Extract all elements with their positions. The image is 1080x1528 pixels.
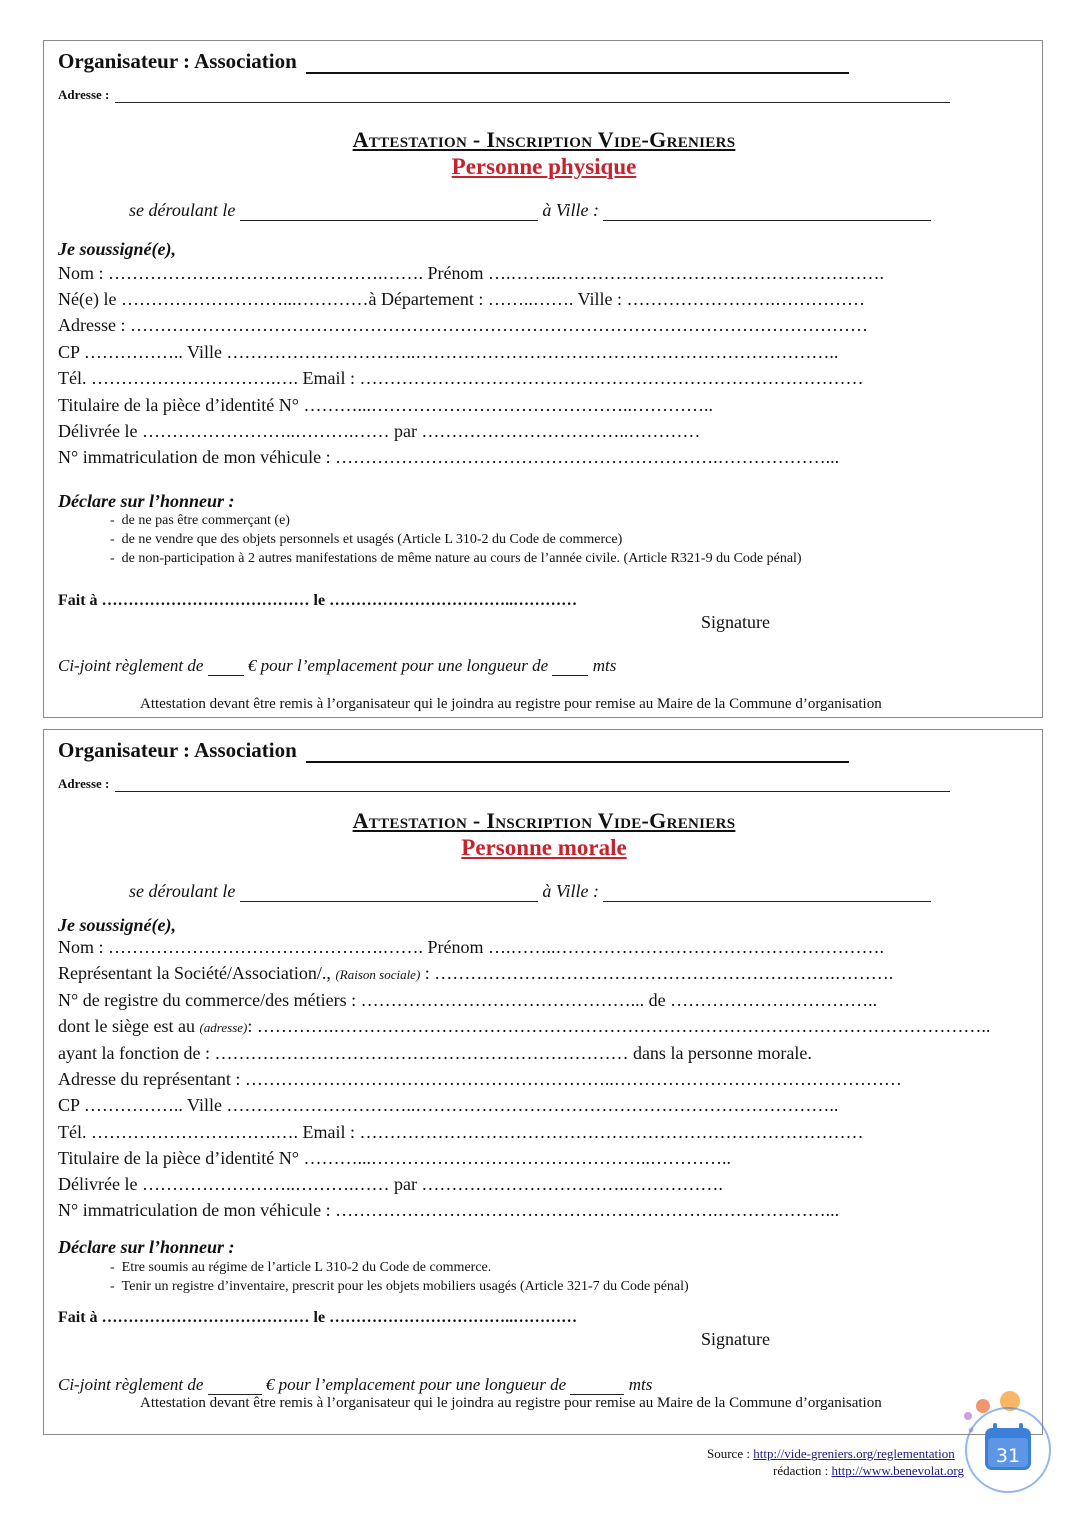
field-cp-ville[interactable]: CP …………….. Ville …………………………..……………………………………………………………..: [58, 1095, 839, 1115]
declare-item: - de ne pas être commerçant (e): [110, 513, 290, 528]
field-adresse-representant[interactable]: Adresse du représentant : ……………………………………………………..…………………………………………: [58, 1069, 902, 1089]
date-blank[interactable]: [240, 901, 538, 902]
raison-sociale-hint: (Raison sociale): [335, 967, 421, 982]
adresse-hint: (adresse): [199, 1020, 248, 1035]
organisateur-label: Organisateur : Association: [58, 49, 297, 73]
date-blank[interactable]: [240, 220, 538, 221]
adresse-line: [58, 87, 950, 103]
association-blank[interactable]: [306, 761, 849, 763]
field-delivree[interactable]: Délivrée le ……………………..……….…… par ……………………………..…………: [58, 421, 701, 441]
field-siege[interactable]: [58, 1016, 990, 1037]
form-subtitle: Personne morale: [461, 835, 627, 860]
reglement-line: [58, 1375, 652, 1395]
deroulant-label: se déroulant le: [129, 881, 236, 901]
field-naissance[interactable]: Né(e) le ………………………...…………à Département : ……..……. Ville : …………………….……………: [58, 289, 865, 309]
montant-blank[interactable]: [208, 675, 244, 676]
source-link[interactable]: http://vide-greniers.org/reglementation: [753, 1446, 955, 1461]
signature-label: Signature: [701, 1329, 770, 1349]
ville-blank[interactable]: [603, 901, 931, 902]
fait-a-line[interactable]: Fait à ………………………………… le ……………………………..…………: [58, 592, 578, 609]
field-tel-email[interactable]: Tél. ………………………….…. Email : …………………………………………………………………………: [58, 368, 864, 388]
deroulant-line: [129, 881, 931, 902]
redaction-label: rédaction :: [773, 1463, 829, 1478]
soussigne-label: Je soussigné(e),: [58, 915, 176, 935]
adresse-line: [58, 776, 950, 792]
ville-blank[interactable]: [603, 220, 931, 221]
calendar-number: 31: [995, 1445, 1021, 1467]
declare-item: - de non-participation à 2 autres manifestations de même nature au cours de l’année civile. (Article R321-9 du Code pénal): [110, 551, 802, 566]
adresse-label: Adresse :: [58, 87, 110, 102]
reglement-label-2: € pour l’emplacement pour une longueur de: [265, 1375, 567, 1394]
field-registre[interactable]: N° de registre du commerce/des métiers : ………………………………………... de ……………………………..: [58, 990, 878, 1010]
ville-label: à Ville :: [542, 200, 599, 220]
field-piece-identite[interactable]: Titulaire de la pièce d’identité N° ………...……………………………………..…………..: [58, 395, 713, 415]
deroulant-label: se déroulant le: [129, 200, 236, 220]
field-nom[interactable]: Nom : ……………………………………….……. Prénom ….……..……………………………………………….: [58, 263, 884, 283]
association-blank[interactable]: [306, 72, 849, 74]
representant-label: Représentant la Société/Association/.,: [58, 963, 331, 983]
calendar-icon: [955, 1388, 1055, 1498]
signature-label: Signature: [701, 612, 770, 632]
declare-item: - Tenir un registre d’inventaire, prescrit pour les objets mobiliers usagés (Article 321-7 du Code pénal): [110, 1279, 689, 1294]
soussigne-label: Je soussigné(e),: [58, 239, 176, 259]
declare-item-text: Etre soumis au régime de l’article L 310-2 du Code de commerce.: [121, 1260, 492, 1275]
longueur-blank[interactable]: [552, 675, 588, 676]
adresse-blank[interactable]: [115, 102, 950, 103]
field-representant[interactable]: [58, 963, 893, 984]
declare-item-text: de non-participation à 2 autres manifestations de même nature au cours de l’année civile. (Article R321-9 du Code pénal): [121, 551, 802, 566]
declare-label: Déclare sur l’honneur :: [58, 1237, 235, 1257]
footer-note: Attestation devant être remis à l’organisateur qui le joindra au registre pour remise au Maire de la Commune d’organisation: [140, 696, 882, 712]
ville-label: à Ville :: [542, 881, 599, 901]
form-subtitle: Personne physique: [451, 154, 637, 179]
declare-label: Déclare sur l’honneur :: [58, 491, 235, 511]
reglement-line: [58, 656, 616, 676]
footer-note: Attestation devant être remis à l’organisateur qui le joindra au registre pour remise au Maire de la Commune d’organisation: [140, 1395, 882, 1411]
field-delivree[interactable]: Délivrée le ……………………..……….…… par ……………………………..…………….: [58, 1174, 723, 1194]
field-adresse[interactable]: Adresse : ……………………………………………………………………………………………………………: [58, 315, 868, 335]
field-immatriculation[interactable]: N° immatriculation de mon véhicule : ……………………………………………………….………………...: [58, 447, 840, 467]
fait-a-line[interactable]: Fait à ………………………………… le ……………………………..…………: [58, 1309, 578, 1326]
representant-dots: : ………………………………………………………….……….: [424, 963, 894, 983]
field-piece-identite[interactable]: Titulaire de la pièce d’identité N° ………...………………………………………..…………..: [58, 1148, 731, 1168]
field-nom[interactable]: Nom : ……………………………………….……. Prénom ….……..……………………………………………….: [58, 937, 884, 957]
redaction-line: [773, 1463, 964, 1479]
organisateur-label: Organisateur : Association: [58, 738, 297, 762]
redaction-link[interactable]: http://www.benevolat.org: [831, 1463, 964, 1478]
organisateur-line: [58, 49, 849, 74]
mts-label: mts: [592, 656, 617, 675]
field-fonction[interactable]: ayant la fonction de : …………………………………………………………… dans la personne morale.: [58, 1043, 812, 1063]
form-title: Attestation - Inscription Vide-Greniers: [352, 127, 736, 152]
reglement-label-2: € pour l’emplacement pour une longueur de: [247, 656, 549, 675]
field-tel-email[interactable]: Tél. ………………………….…. Email : …………………………………………………………………………: [58, 1122, 864, 1142]
field-immatriculation[interactable]: N° immatriculation de mon véhicule : ……………………………………………………….………………...: [58, 1200, 840, 1220]
form-personne-morale: [43, 729, 1043, 1435]
adresse-label: Adresse :: [58, 776, 110, 791]
organisateur-line: [58, 738, 849, 763]
siege-label: dont le siège est au: [58, 1016, 195, 1036]
declare-item-text: de ne vendre que des objets personnels et usagés (Article L 310-2 du Code de commerce): [121, 532, 623, 547]
mts-label: mts: [628, 1375, 653, 1394]
deroulant-line: [129, 200, 931, 221]
form-personne-physique: [43, 40, 1043, 718]
declare-item: - de ne vendre que des objets personnels et usagés (Article L 310-2 du Code de commerce): [110, 532, 623, 547]
reglement-label: Ci-joint règlement de: [58, 656, 204, 675]
adresse-blank[interactable]: [115, 791, 950, 792]
form-title: Attestation - Inscription Vide-Greniers: [352, 808, 736, 833]
reglement-label: Ci-joint règlement de: [58, 1375, 204, 1394]
field-cp-ville[interactable]: CP …………….. Ville …………………………..……………………………………………………………..: [58, 342, 839, 362]
declare-item-text: Tenir un registre d’inventaire, prescrit pour les objets mobiliers usagés (Article 321-7 du Code pénal): [121, 1279, 689, 1294]
source-line: [707, 1446, 955, 1462]
calendar-badge[interactable]: [955, 1388, 1055, 1498]
declare-item-text: de ne pas être commerçant (e): [121, 513, 290, 528]
siege-dots: : ………….………………………………………………………………………………………………..: [247, 1016, 991, 1036]
source-label: Source :: [707, 1446, 750, 1461]
declare-item: - Etre soumis au régime de l’article L 310-2 du Code de commerce.: [110, 1260, 492, 1275]
